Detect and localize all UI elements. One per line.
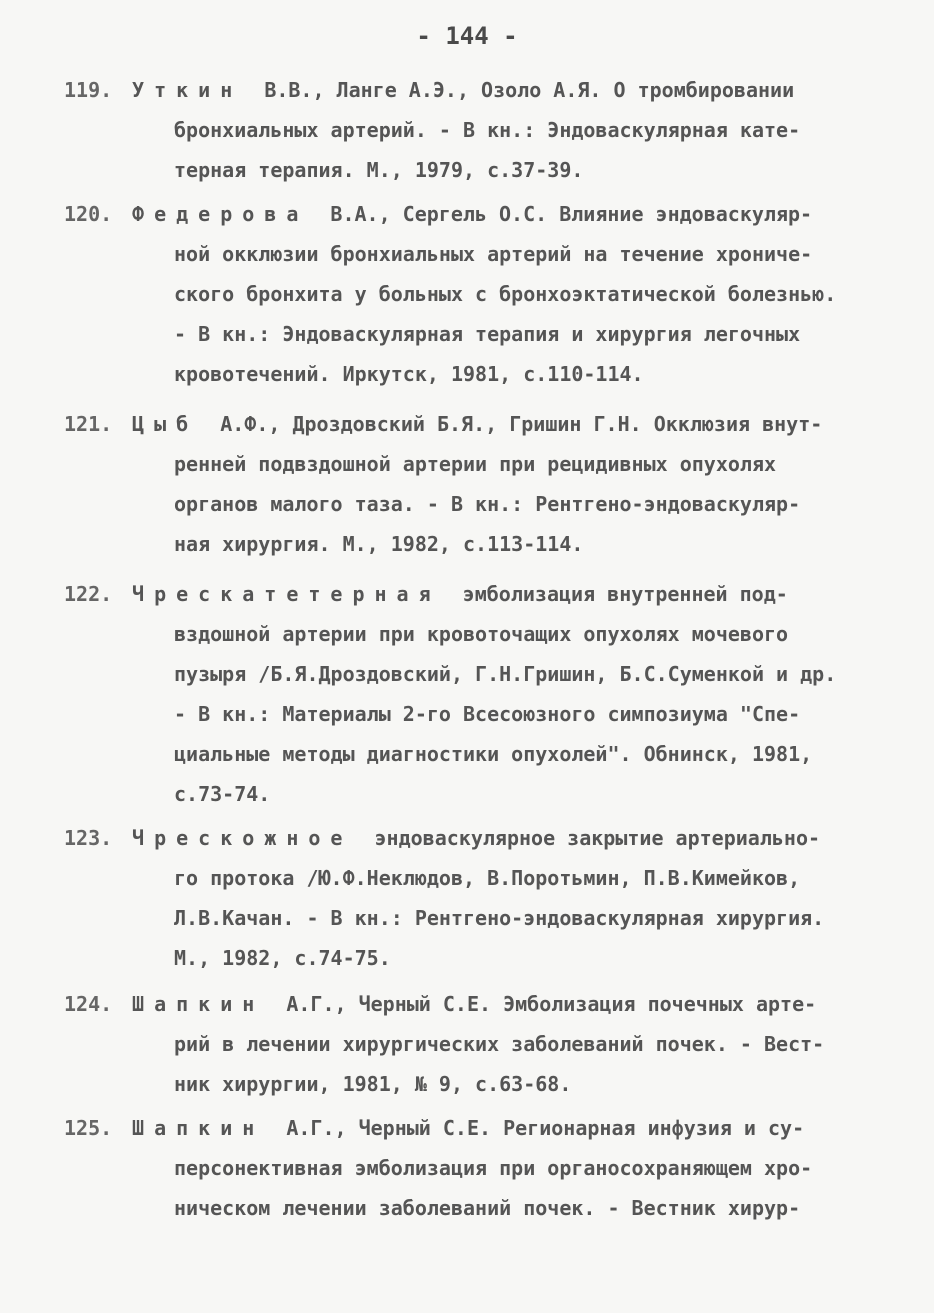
reference-line (64, 574, 884, 614)
reference-line: го протока /Ю.Ф.Неклюдов, В.Поротьмин, П.В.Кимейков, (174, 866, 801, 890)
reference-line: ник хирургии, 1981, № 9, с.63-68. (174, 1072, 572, 1096)
reference-text: эндоваскулярное закрытие артериально- (374, 826, 821, 850)
reference-author-spaced: Уткин (132, 78, 243, 102)
reference-text: В.В., Ланге А.Э., Озоло А.Я. О тромбировании (264, 78, 795, 102)
reference-number: 121. (64, 412, 113, 436)
reference-number: 119. (64, 78, 113, 102)
reference-author-spaced: Цыб (132, 412, 199, 436)
reference-line: ная хирургия. М., 1982, с.113-114. (174, 532, 584, 556)
page-number: - 144 - (416, 22, 518, 50)
reference-line: - В кн.: Эндоваскулярная терапия и хирургия легочных (174, 322, 801, 346)
reference-line: ной окклюзии бронхиальных артерий на течение хрониче- (174, 242, 813, 266)
reference-entry-120 (64, 194, 884, 394)
reference-line: вздошной артерии при кровоточащих опухолях мочевого (174, 622, 789, 646)
reference-line: с.73-74. (174, 782, 271, 806)
reference-number: 125. (64, 1116, 113, 1140)
reference-text: эмболизация внутренней под- (462, 582, 788, 606)
reference-line: М., 1982, с.74-75. (174, 946, 391, 970)
reference-line: - В кн.: Материалы 2-го Всесоюзного симпозиума "Спе- (174, 702, 801, 726)
reference-line (64, 404, 884, 444)
reference-text: А.Г., Черный С.Е. Регионарная инфузия и су- (286, 1116, 805, 1140)
reference-line: бронхиальных артерий. - В кн.: Эндоваскулярная кате- (174, 118, 801, 142)
reference-line (64, 194, 884, 234)
reference-entry-124 (64, 984, 884, 1104)
reference-line: ского бронхита у больных с бронхоэктатической болезнью. (174, 282, 837, 306)
reference-author-spaced: Шапкин (132, 1116, 265, 1140)
reference-entry-123 (64, 818, 884, 978)
reference-line: ническом лечении заболеваний почек. - Вестник хирур- (174, 1196, 801, 1220)
reference-line: терная терапия. М., 1979, с.37-39. (174, 158, 584, 182)
reference-number: 124. (64, 992, 113, 1016)
reference-line (64, 818, 884, 858)
reference-entry-119 (64, 70, 884, 190)
reference-number: 122. (64, 582, 113, 606)
reference-line: Л.В.Качан. - В кн.: Рентгено-эндоваскулярная хирургия. (174, 906, 825, 930)
reference-author-spaced: Чрескожное (132, 826, 353, 850)
reference-line (64, 70, 884, 110)
reference-text: В.А., Сергель О.С. Влияние эндоваскуляр- (330, 202, 813, 226)
reference-author-spaced: Шапкин (132, 992, 265, 1016)
reference-number: 120. (64, 202, 113, 226)
reference-line: циальные методы диагностики опухолей". Обнинск, 1981, (174, 742, 813, 766)
reference-text: А.Г., Черный С.Е. Эмболизация почечных арте- (286, 992, 817, 1016)
reference-entry-121 (64, 404, 884, 564)
reference-entry-125 (64, 1108, 884, 1228)
reference-line: персонективная эмболизация при органосохраняющем хро- (174, 1156, 813, 1180)
reference-author-spaced: Чрескатетерная (132, 582, 441, 606)
reference-number: 123. (64, 826, 113, 850)
reference-line: рий в лечении хирургических заболеваний почек. - Вест- (174, 1032, 825, 1056)
reference-author-spaced: Федерова (132, 202, 309, 226)
reference-line (64, 984, 884, 1024)
reference-line: органов малого таза. - В кн.: Рентгено-эндоваскуляр- (174, 492, 801, 516)
reference-line: кровотечений. Иркутск, 1981, с.110-114. (174, 362, 644, 386)
reference-entry-122 (64, 574, 884, 814)
reference-line: пузыря /Б.Я.Дроздовский, Г.Н.Гришин, Б.С.Суменкой и др. (174, 662, 837, 686)
reference-text: А.Ф., Дроздовский Б.Я., Гришин Г.Н. Окклюзия внут- (220, 412, 823, 436)
reference-line: ренней подвздошной артерии при рецидивных опухолях (174, 452, 777, 476)
reference-line (64, 1108, 884, 1148)
